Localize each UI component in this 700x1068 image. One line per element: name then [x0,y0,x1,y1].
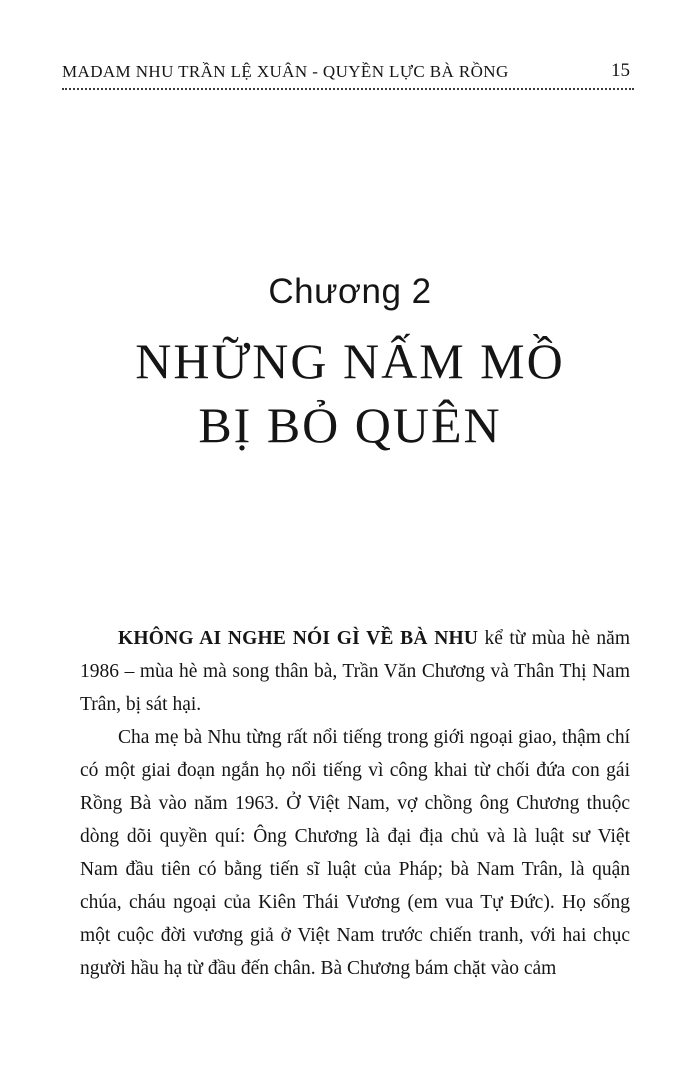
chapter-label: Chương 2 [268,272,432,311]
chapter-title-line-1: NHỮNG NẤM MỒ [135,333,565,389]
lead-in: KHÔNG AI NGHE NÓI GÌ VỀ BÀ NHU [118,628,479,649]
paragraph-2: Cha mẹ bà Nhu từng rất nổi tiếng trong giới ngoại giao, thậm chí có một giai đoạn ngắn họ nổi tiếng vì công khai từ chối đứa con gái Rồng Bà vào năm 1963. Ở Việt Nam, vợ chồng ông Chương thuộc dòng dõi quyền quí: Ông Chương là đại địa chủ và là luật sư Việt Nam đầu tiên có bằng tiến sĩ luật của Pháp; bà Nam Trân, là quận chúa, cháu ngoại của Kiên Thái Vương (em vua Tự Đức). Họ sống một cuộc đời vương giả ở Việt Nam trước chiến tranh, với hai chục người hầu hạ từ đầu đến chân. Bà Chương bám chặt vào cảm [80,727,630,979]
running-title: MADAM NHU TRẦN LỆ XUÂN - QUYỀN LỰC BÀ RỒNG [62,62,509,81]
chapter-title-line-2: BỊ BỎ QUÊN [198,397,502,453]
paragraph-1 [80,622,630,721]
running-header [62,56,634,90]
body-text [80,622,630,985]
paragraph-1-text: kể từ mùa hè năm 1986 – mùa hè mà song thân bà, Trần Văn Chương và Thân Thị Nam Trân, bị sát hại. [80,628,630,715]
page-number: 15 [611,60,630,81]
